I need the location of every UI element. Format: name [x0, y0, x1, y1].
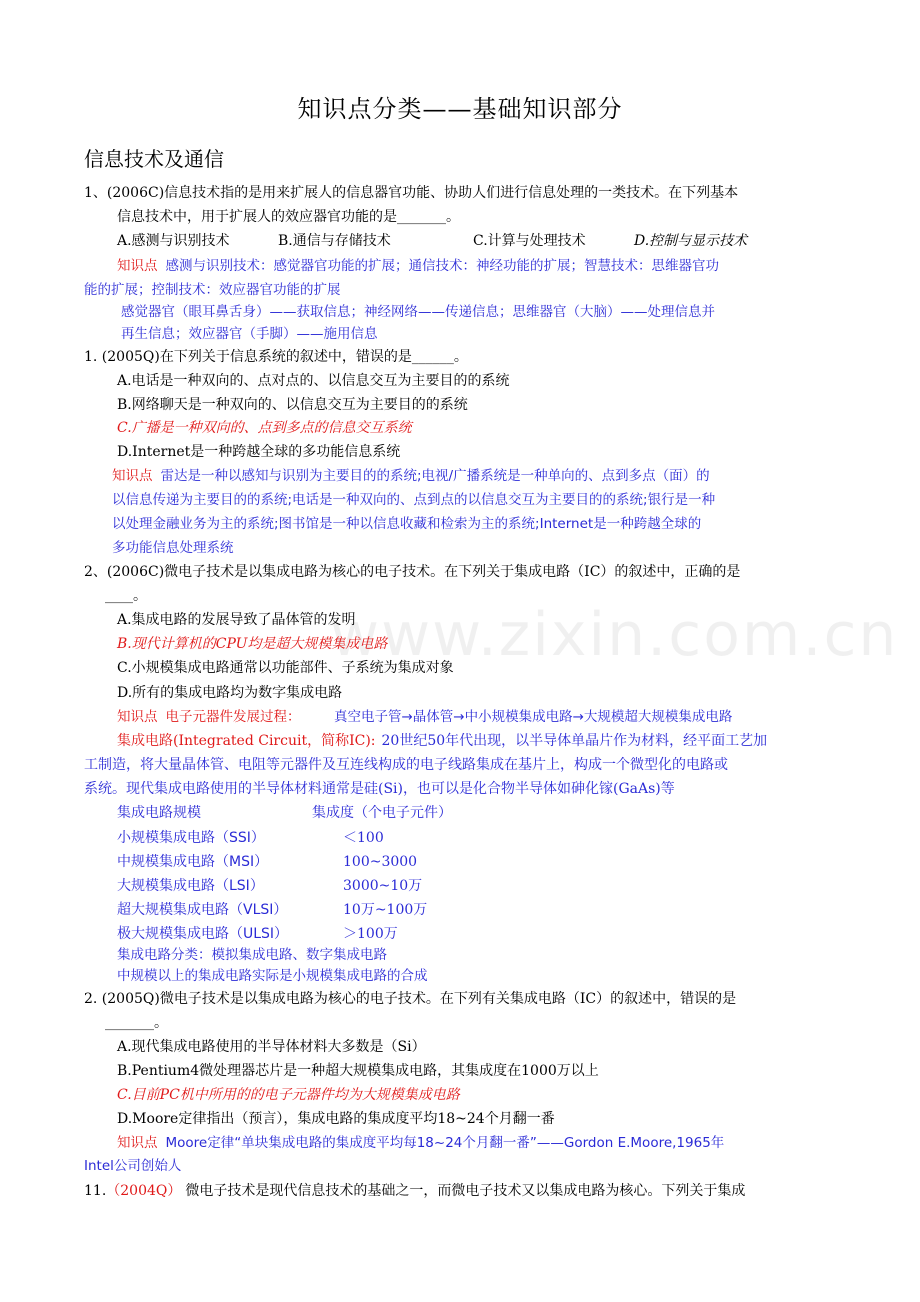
ic-table-row-density: 100~3000 — [343, 854, 418, 870]
q4-knowledge-text1: Moore定律“单块集成电路的集成度平均每18~24个月翻一番”——Gordon E.Moore,1965年 — [165, 1135, 725, 1151]
q2-option-d: D.Internet是一种跨越全球的多功能信息系统 — [117, 444, 401, 460]
q2-knowledge-text1: 雷达是一种以感知与识别为主要目的的系统;电视/广播系统是一种单向的、点到多点（面）的 — [160, 468, 710, 484]
ic-table-header-scale: 集成电路规模 — [117, 805, 201, 821]
q1-knowledge-text2: 能的扩展；控制技术：效应器官功能的扩展 — [84, 282, 341, 298]
knowledge-label: 知识点 — [112, 468, 153, 484]
q2-stem: 1. (2005Q)在下列关于信息系统的叙述中，错误的是______。 — [84, 349, 468, 365]
q4-knowledge-text2: Intel公司创始人 — [84, 1158, 182, 1174]
q2-knowledge-text2: 以信息传递为主要目的的系统;电话是一种双向的、点到点的以信息交互为主要目的的系统;银行是一种 — [112, 492, 716, 508]
q3-knowledge-prefix: 电子元器件发展过程： — [165, 709, 301, 725]
q5-text: 微电子技术是现代信息技术的基础之一，而微电子技术又以集成电路为核心。下列关于集成 — [185, 1183, 746, 1199]
q5-stem — [84, 1181, 745, 1201]
knowledge-label: 知识点 — [117, 709, 158, 725]
ic-table-header-density: 集成度（个电子元件） — [312, 805, 452, 821]
section-heading: 信息技术及通信 — [84, 147, 224, 171]
q4-stem-line1: 2. (2005Q)微电子技术是以集成电路为核心的电子技术。在下列有关集成电路（IC）的叙述中，错误的是 — [84, 991, 737, 1007]
q3-option-d: D.所有的集成电路均为数字集成电路 — [117, 685, 343, 701]
q1-option-a: A.感测与识别技术 — [117, 233, 230, 249]
ic-table-row-density: 3000~10万 — [343, 878, 423, 894]
q1-knowledge-text4: 再生信息；效应器官（手脚）——施用信息 — [121, 326, 378, 342]
q3-knowledge-text1: 真空电子管→晶体管→中小规模集成电路→大规模超大规模集成电路 — [334, 709, 733, 725]
q4-option-a: A.现代集成电路使用的半导体材料大多数是（Si） — [117, 1039, 426, 1055]
q2-knowledge-line1 — [112, 466, 710, 486]
ic-table-row-scale: 极大规模集成电路（ULSI） — [117, 926, 289, 942]
q2-option-a: A.电话是一种双向的、点对点的、以信息交互为主要目的的系统 — [117, 373, 510, 389]
ic-table-row-scale: 小规模集成电路（SSI） — [117, 830, 265, 846]
q3-stem-line1: 2、(2006C)微电子技术是以集成电路为核心的电子技术。在下列关于集成电路（IC）的叙述中，正确的是 — [84, 564, 741, 580]
q1-knowledge-text1: 感测与识别技术：感觉器官功能的扩展；通信技术：神经功能的扩展；智慧技术：思维器官功 — [165, 258, 719, 274]
q4-option-d: D.Moore定律指出（预言），集成电路的集成度平均18~24个月翻一番 — [117, 1111, 555, 1127]
ic-label: 集成电路(Integrated Circuit，简称IC): — [117, 733, 376, 749]
q1-stem-line1: 1、(2006C)信息技术指的是用来扩展人的信息器官功能、协助人们进行信息处理的一类技术。在下列基本 — [84, 185, 739, 201]
q2-knowledge-text4: 多功能信息处理系统 — [112, 540, 234, 556]
q2-knowledge-text3: 以处理金融业务为主的系统;图书馆是一种以信息收藏和检索为主的系统;Internet是一种跨越全球的 — [112, 516, 702, 532]
q1-option-c: C.计算与处理技术 — [473, 233, 586, 249]
q1-option-d-answer: D.控制与显示技术 — [634, 233, 748, 249]
q3-option-b-answer: B.现代计算机的CPU均是超大规模集成电路 — [117, 636, 388, 652]
ic-text2: 工制造，将大量晶体管、电阻等元器件及互连线构成的电子线路集成在基片上，构成一个微型化的电路或 — [84, 757, 728, 773]
q3-stem-line2: ____。 — [105, 588, 147, 604]
q5-year-tag: （2004Q） — [106, 1183, 182, 1199]
ic-table-row-scale: 大规模集成电路（LSI） — [117, 878, 264, 894]
ic-table-row-density: ＜100 — [343, 830, 384, 846]
ic-classification: 集成电路分类：模拟集成电路、数字集成电路 — [117, 947, 387, 963]
q1-knowledge-line1 — [117, 256, 719, 276]
page-title: 知识点分类——基础知识部分 — [297, 95, 623, 123]
q5-number: 11. — [84, 1183, 107, 1199]
q4-option-b: B.Pentium4微处理器芯片是一种超大规模集成电路，其集成度在1000万以上 — [117, 1063, 599, 1079]
ic-table-row-density: ＞100万 — [343, 926, 398, 942]
ic-text3: 系统。现代集成电路使用的半导体材料通常是硅(Si)，也可以是化合物半导体如砷化镓(GaAs)等 — [84, 781, 675, 797]
ic-table-row-density: 10万~100万 — [343, 902, 428, 918]
q3-option-c: C.小规模集成电路通常以功能部件、子系统为集成对象 — [117, 660, 454, 676]
ic-table-row-scale: 超大规模集成电路（VLSI） — [117, 902, 288, 918]
q1-option-b: B.通信与存储技术 — [278, 233, 391, 249]
q1-knowledge-text3: 感觉器官（眼耳鼻舌身）——获取信息；神经网络——传递信息；思维器官（大脑）——处理信息并 — [121, 304, 715, 320]
ic-table-row-scale: 中规模集成电路（MSI） — [117, 854, 269, 870]
q3-knowledge-line1 — [117, 707, 301, 727]
q4-stem-line2: _______。 — [105, 1015, 168, 1031]
q4-option-c-answer: C.目前PC机中所用的的电子元器件均为大规模集成电路 — [117, 1087, 460, 1103]
q2-option-b: B.网络聊天是一种双向的、以信息交互为主要目的的系统 — [117, 397, 468, 413]
q3-option-a: A.集成电路的发展导致了晶体管的发明 — [117, 612, 356, 628]
ic-composition-note: 中规模以上的集成电路实际是小规模集成电路的合成 — [117, 968, 428, 984]
knowledge-label: 知识点 — [117, 1135, 158, 1151]
ic-text1: 20世纪50年代出现，以半导体单晶片作为材料，经平面工艺加 — [381, 733, 768, 749]
watermark: www.zixin.com.cn — [330, 600, 899, 670]
knowledge-label: 知识点 — [117, 258, 158, 274]
q1-stem-line2: 信息技术中，用于扩展人的效应器官功能的是_______。 — [117, 209, 460, 225]
q2-option-c-answer: C.广播是一种双向的、点到多点的信息交互系统 — [117, 420, 412, 436]
q3-ic-line1 — [117, 731, 767, 751]
q4-knowledge-line1 — [117, 1133, 724, 1153]
